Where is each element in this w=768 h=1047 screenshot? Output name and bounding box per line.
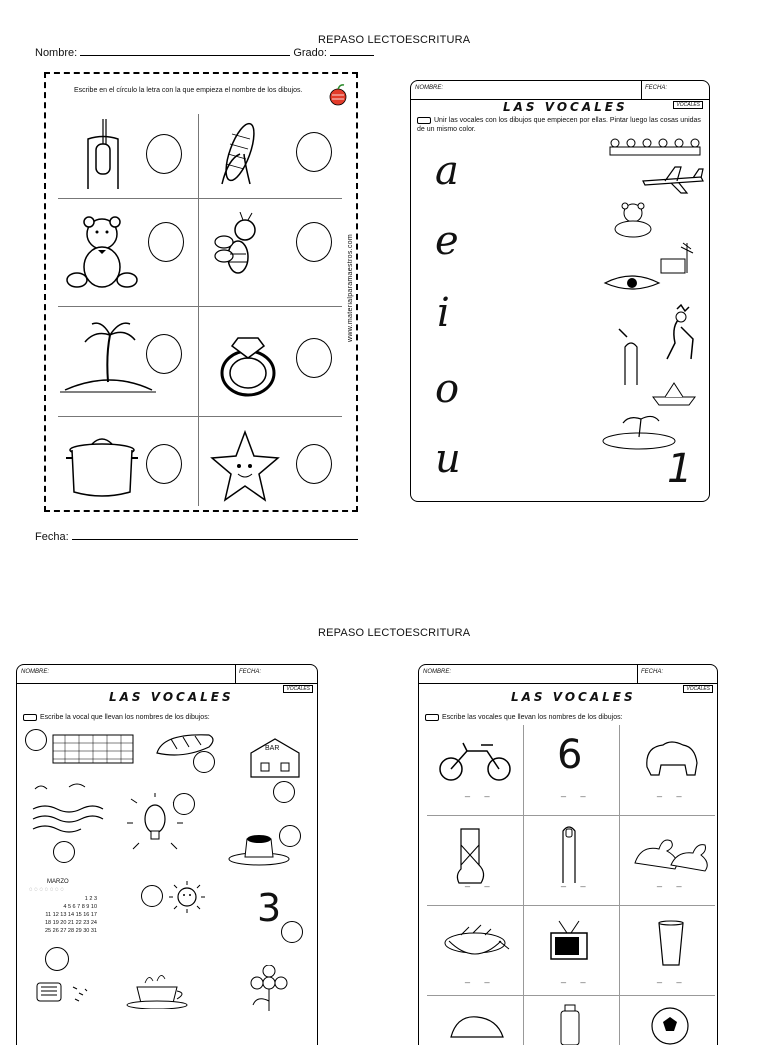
finger-icon: [617, 327, 641, 387]
island-icon: [60, 320, 156, 400]
answer-blank[interactable]: _ _: [561, 877, 592, 887]
sea-icon: [29, 779, 105, 837]
salad-bowl-icon: [441, 921, 511, 965]
grid-cell: [58, 114, 200, 212]
answer-blank[interactable]: _ _: [465, 973, 496, 983]
answer-circle[interactable]: [45, 947, 69, 971]
bear-icon: [641, 737, 701, 777]
star-icon: [210, 428, 280, 504]
page-number: 1: [667, 446, 693, 492]
worksheet-title: LAS VOCALES: [511, 690, 636, 704]
bar-house-icon: [247, 737, 303, 779]
answer-blank[interactable]: _ _: [657, 877, 688, 887]
answer-circle[interactable]: [296, 338, 332, 378]
teddy-bear-icon: [62, 212, 142, 292]
sun-icon: [165, 879, 209, 915]
pot-icon: [62, 432, 142, 502]
worksheet-instruction: Unir las vocales con los dibujos que empiecen por ellas. Pintar luego las cosas unidas de un mismo color.: [417, 117, 701, 133]
flower-icon: [237, 965, 297, 1011]
salt-shaker-icon: [33, 977, 97, 1007]
nail-icon: [78, 114, 128, 194]
date-label: FECHA:: [239, 669, 262, 675]
worksheet-title: LAS VOCALES: [109, 690, 234, 704]
answer-circle[interactable]: [273, 781, 295, 803]
worksheet-code: VOCALES: [673, 101, 703, 109]
name-label: NOMBRE:: [21, 669, 50, 675]
worksheet-title: LAS VOCALES: [503, 100, 628, 114]
answer-circle[interactable]: [148, 222, 184, 262]
grid-cell: [200, 424, 342, 522]
net-icon: [51, 731, 135, 767]
date-line: [35, 531, 358, 543]
ball-icon: [649, 1005, 691, 1045]
worksheet-write-vowel: [16, 664, 318, 1045]
bee-icon: [210, 212, 270, 292]
finger-icon: [557, 821, 581, 885]
bar-sign: BAR: [265, 745, 280, 752]
island-beach-icon: [601, 411, 677, 451]
calendar-row: 18 19 20 21 22 23 24: [45, 920, 97, 926]
vowel-o: o: [435, 366, 460, 412]
worksheet-instruction-line: [417, 116, 701, 134]
worksheet-instruction-line: [425, 713, 713, 722]
pencil-icon: [425, 714, 439, 721]
ducks-icon: [631, 829, 711, 873]
worksheet-match-vowels: [410, 80, 710, 502]
grid-cell: [58, 206, 200, 304]
worksheet-code: VOCALES: [283, 685, 313, 693]
name-label: NOMBRE:: [423, 669, 452, 675]
people-icon: [607, 137, 705, 159]
answer-circle[interactable]: [296, 444, 332, 484]
answer-circle[interactable]: [146, 334, 182, 374]
grid-cell: [58, 314, 200, 412]
juicer-icon: [649, 379, 699, 407]
website-text: www.materialparamaestros.com: [347, 234, 354, 342]
glass-icon: [653, 919, 689, 969]
picture-grid: [58, 114, 342, 506]
answer-circle[interactable]: [141, 885, 163, 907]
grade-field[interactable]: [330, 55, 374, 56]
vowel-e: e: [435, 218, 459, 264]
answer-circle[interactable]: [53, 841, 75, 863]
answer-blank[interactable]: _ _: [657, 973, 688, 983]
grid-cell: [200, 206, 342, 304]
indian-icon: [657, 303, 705, 363]
answer-blank[interactable]: _ _: [561, 973, 592, 983]
date-field[interactable]: [72, 539, 358, 540]
bottle-icon: [555, 1003, 585, 1045]
answer-circle[interactable]: [146, 134, 182, 174]
answer-circle[interactable]: [281, 921, 303, 943]
apple-logo-icon: [328, 82, 348, 106]
airplane-icon: [641, 165, 705, 195]
worksheet-first-letter: [44, 72, 358, 512]
calendar-row: 4 5 6 7 8 9 10: [63, 904, 97, 910]
answer-blank[interactable]: _ _: [465, 787, 496, 797]
page-title-2: REPASO LECTOESCRITURA: [318, 627, 471, 639]
date-label: Fecha:: [35, 531, 69, 543]
worksheet-header: [17, 665, 317, 684]
number-six: 6: [557, 732, 583, 778]
answer-circle[interactable]: [279, 825, 301, 847]
calendar-row: 11 12 13 14 15 16 17: [45, 912, 97, 918]
answer-circle[interactable]: [173, 793, 195, 815]
grid-cell: [58, 424, 200, 522]
grade-label: Grado:: [293, 47, 327, 59]
name-label: Nombre:: [35, 47, 78, 59]
teddy-bear-icon: [607, 201, 659, 239]
answer-circle[interactable]: [193, 751, 215, 773]
house-antenna-icon: [657, 241, 701, 277]
date-label: FECHA:: [645, 85, 668, 91]
ring-icon: [216, 318, 286, 402]
answer-blank[interactable]: _ _: [561, 787, 592, 797]
vowel-i: i: [437, 290, 450, 336]
eye-icon: [603, 273, 661, 293]
corn-icon: [210, 114, 265, 194]
pencil-icon: [23, 714, 37, 721]
worksheet-instruction: Escribe las vocales que llevan los nombres de los dibujos:: [442, 714, 623, 721]
vowel-a: a: [435, 148, 459, 194]
pencil-icon: [417, 117, 431, 124]
shoe-icon: [447, 1007, 507, 1047]
name-field[interactable]: [80, 55, 290, 56]
motorcycle-icon: [437, 733, 513, 783]
answer-circle[interactable]: [146, 444, 182, 484]
calendar: [27, 895, 97, 935]
grid-cell: [200, 314, 342, 412]
worksheet-instruction-line: [23, 713, 311, 722]
vowel-u: u: [435, 436, 461, 482]
calendar-row: 25 26 27 28 29 30 31: [45, 928, 97, 934]
name-label: NOMBRE:: [415, 85, 444, 91]
answer-circle[interactable]: [296, 132, 332, 172]
number-three: 3: [257, 886, 282, 930]
answer-circle[interactable]: [25, 729, 47, 751]
answer-circle[interactable]: [296, 222, 332, 262]
worksheet-header: [419, 665, 717, 684]
cup-icon: [125, 965, 195, 1009]
page-title: REPASO LECTOESCRITURA: [318, 34, 471, 46]
grid-cell: [200, 114, 342, 212]
date-label: FECHA:: [641, 669, 664, 675]
television-icon: [545, 919, 593, 967]
calendar-weekdays: ◌ ◌ ◌ ◌ ◌ ◌ ◌: [29, 887, 64, 893]
name-line: [35, 47, 374, 59]
worksheet-write-vowels: [418, 664, 718, 1045]
worksheet-instruction: Escribe la vocal que llevan los nombres de los dibujos:: [40, 714, 210, 721]
answer-blank[interactable]: _ _: [657, 787, 688, 797]
worksheet-code: VOCALES: [683, 685, 713, 693]
calendar-row: 1 2 3: [84, 896, 97, 902]
answer-blank[interactable]: _ _: [465, 877, 496, 887]
worksheet-instruction: Escribe en el círculo la letra con la que empieza el nombre de los dibujos.: [74, 87, 303, 94]
worksheet-header: [411, 81, 709, 100]
calendar-month: MARZO: [47, 879, 69, 885]
picture-grid: [427, 725, 715, 1045]
